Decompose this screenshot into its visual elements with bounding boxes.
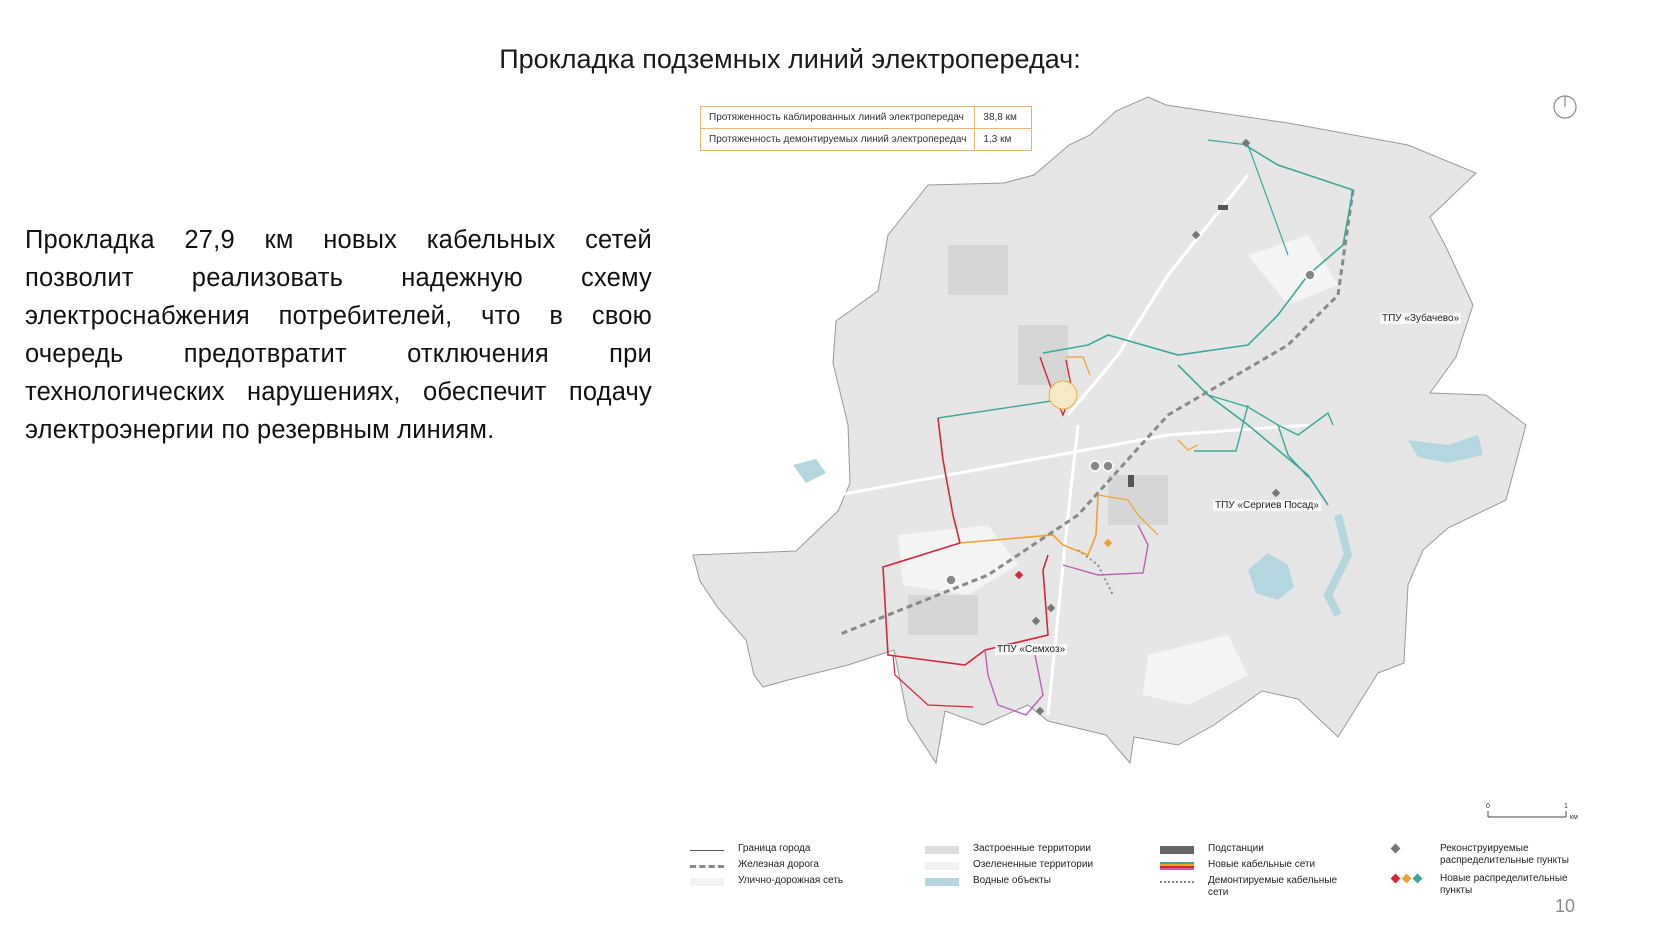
legend-label: Озелененные территории — [973, 859, 1094, 870]
substation-marker — [1128, 475, 1134, 487]
legend-item — [925, 859, 1135, 875]
legend-swatch-new-point-orange — [1402, 874, 1412, 884]
legend-swatch-dismantled — [1160, 881, 1194, 883]
label-tpu-zubachevo: ТПУ «Зубачево» — [1382, 313, 1460, 324]
scale-label-unit: км — [1570, 814, 1578, 821]
legend-item — [690, 875, 900, 891]
slide-body-text: Прокладка 27,9 км новых кабельных сетей позволит реализовать надежную схему электроснабжения потребителей, что в свою очередь предотвратит отключения при технологических нарушениях, обеспечит подачу электроэнергии по резервным линиям. — [25, 226, 652, 444]
legend-label: Граница города — [738, 843, 811, 854]
scale-label-zero: 0 — [1486, 803, 1490, 810]
built-block — [1108, 475, 1168, 525]
legend-swatch-railway — [690, 865, 724, 868]
legend-item — [925, 843, 1135, 859]
substation-marker — [1218, 205, 1228, 210]
page-number: 10 — [1555, 896, 1576, 916]
legend-item — [1392, 873, 1577, 896]
map-stats-table — [700, 106, 1032, 151]
tpu-marker-sergiev-posad-2 — [1103, 461, 1113, 471]
tpu-marker-sergiev-posad — [1090, 461, 1100, 471]
legend-column-3 — [1160, 843, 1365, 898]
legend-column-1 — [690, 843, 900, 891]
legend-item — [1160, 875, 1365, 898]
tpu-marker-zubachevo — [1305, 270, 1315, 280]
legend-label: Железная дорога — [738, 859, 819, 870]
stats-label: Протяженность демонтируемых линий электропередач — [709, 134, 967, 145]
legend-swatch-built — [925, 846, 959, 854]
legend-item — [1392, 843, 1577, 873]
legend-swatch-substation — [1160, 846, 1194, 854]
legend-swatch-new-point-teal — [1413, 874, 1423, 884]
stats-value: 38,8 км — [975, 107, 1032, 129]
legend-item — [1160, 859, 1365, 875]
legend-item — [690, 859, 900, 875]
legend-label: Водные объекты — [973, 875, 1051, 886]
legend-swatch-green — [925, 862, 959, 870]
water-pond — [793, 459, 826, 483]
legend-swatch-new-point-red — [1391, 874, 1401, 884]
built-block — [908, 595, 978, 635]
label-tpu-sergiev-posad: ТПУ «Сергиев Посад» — [1215, 500, 1319, 511]
label-tpu-semkhoz: ТПУ «Семхоз» — [997, 644, 1066, 655]
legend-label: Улично-дорожная сеть — [738, 875, 844, 886]
stats-row — [701, 107, 1031, 129]
legend-label: Демонтируемые кабельные сети — [1208, 875, 1338, 898]
legend-swatch-new-cables — [1160, 862, 1194, 870]
legend-swatch-road — [690, 878, 724, 886]
legend-label: Застроенные территории — [973, 843, 1091, 854]
legend-label: Новые распределительные пункты — [1440, 873, 1568, 896]
slide-title: Прокладка подземных линий электропередач: — [499, 44, 1081, 74]
built-block — [1018, 325, 1068, 385]
city-territory — [693, 97, 1526, 763]
legend-swatch-border — [690, 850, 724, 851]
tpu-marker-semkhoz — [946, 575, 956, 585]
stats-label: Протяженность каблированных линий электропередач — [701, 107, 975, 129]
legend-item — [925, 875, 1135, 891]
historic-center — [1049, 381, 1077, 409]
legend-label: Реконструируемые распределительные пункты — [1440, 843, 1569, 866]
legend-label: Подстанции — [1208, 843, 1264, 854]
legend-column-4 — [1392, 843, 1577, 896]
stats-value: 1,3 км — [975, 129, 1032, 151]
stats-row — [701, 129, 1031, 151]
city-map — [688, 95, 1606, 830]
scale-label-one: 1 — [1564, 803, 1568, 810]
legend-item — [1160, 843, 1365, 859]
legend-item — [690, 843, 900, 859]
legend-column-2 — [925, 843, 1135, 891]
built-block — [948, 245, 1008, 295]
legend-swatch-water — [925, 878, 959, 886]
legend-swatch-reconstructed-point — [1391, 844, 1401, 854]
legend-label: Новые кабельные сети — [1208, 859, 1316, 870]
